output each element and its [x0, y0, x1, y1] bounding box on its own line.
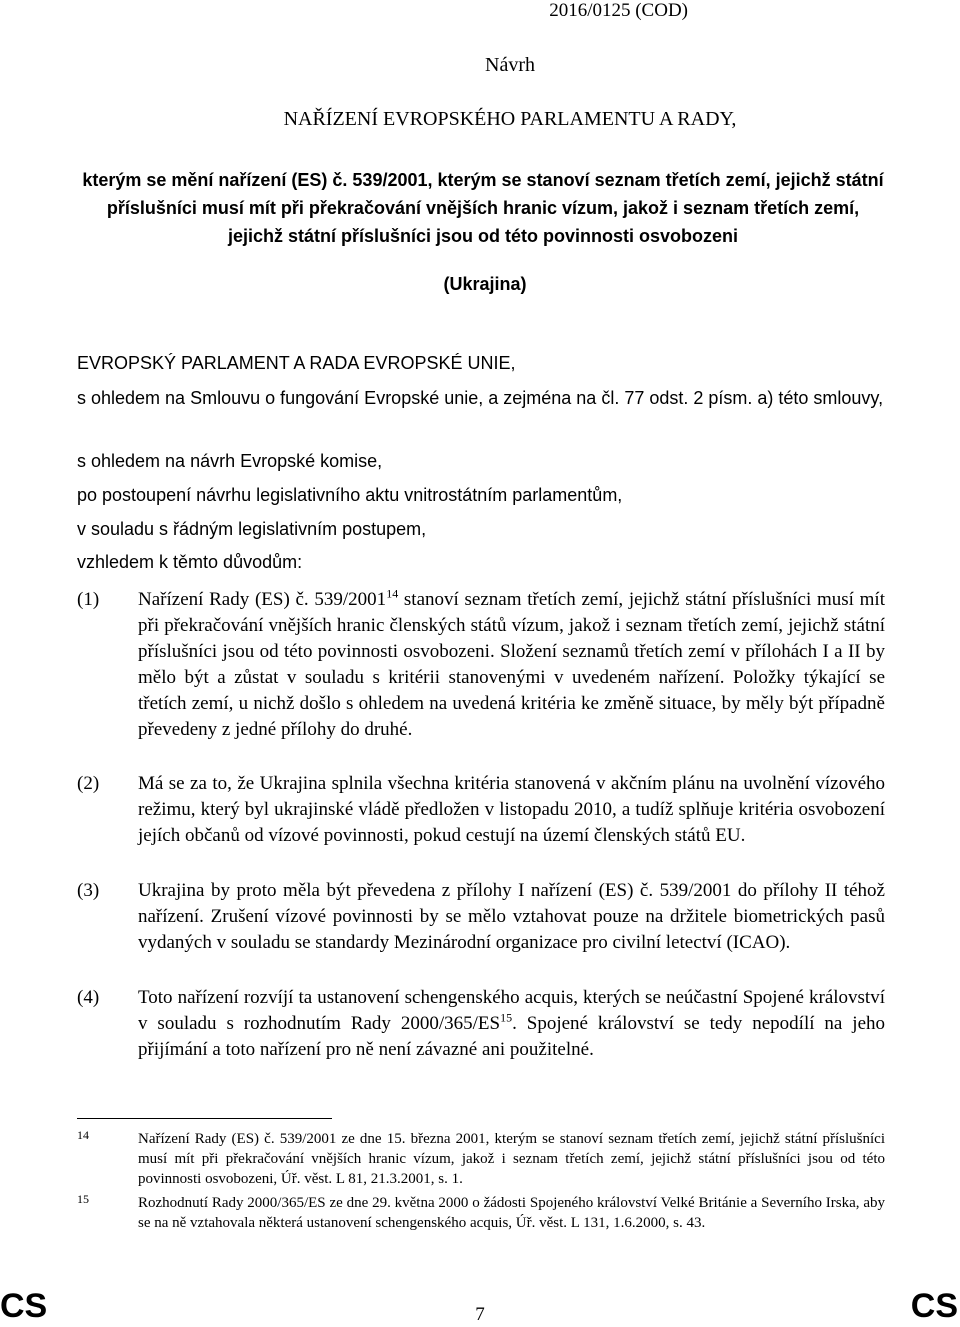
country-label: (Ukrajina): [443, 274, 527, 294]
footnote-number: 15: [77, 1192, 89, 1206]
footnote-14: [77, 1129, 885, 1189]
recital-number: (2): [77, 773, 100, 794]
recital-text: Ukrajina by proto měla být převedena z přílohy I nařízení (ES) č. 539/2001 do přílohy II téhož nařízení. Zrušení vízové povinnosti by se mělo vztahovat pouze na držitele biometrických pasů vydaných v souladu se standardy Mezinárodní organizace pro civilní letectví (ICAO).: [138, 880, 885, 953]
footnote-ref[interactable]: 14: [386, 586, 399, 601]
citation-4: v souladu s řádným legislativním postupem,: [77, 519, 427, 539]
recital-text: Nařízení Rady (ES) č. 539/2001: [138, 589, 387, 610]
page-number: 7: [475, 1304, 485, 1325]
recital-4: [77, 985, 885, 1063]
recital-text-cont: . Spojené království se tedy nepodílí na jeho přijímání a toto nařízení pro ně není závazné ani použitelné.: [138, 1013, 886, 1060]
recital-1: [77, 587, 885, 743]
recital-text-cont: stanoví seznam třetích zemí, jejichž státní příslušníci musí mít při překračování vnějších hranic členských států vízum, jakož i seznam třetích zemí, jejichž státní příslušníci jsou od této povinnosti osvobozeni. Složení seznamů třetích zemí v přílohách I a II by mělo být a zůstat v souladu s kritérii stanovenými v uvedeném nařízení. Položky týkající se třetích zemí, u nichž došlo s ohledem na uvedená kritéria ke změně situace, by měly být případně převedeny z jedné přílohy do druhé.: [138, 589, 885, 740]
document-title: NAŘÍZENÍ EVROPSKÉHO PARLAMENTU A RADY,: [283, 108, 737, 130]
recital-number: (1): [77, 589, 100, 610]
recital-number: (4): [77, 987, 100, 1008]
language-code-left: CS: [0, 1287, 48, 1325]
footnote-ref[interactable]: 15: [500, 1010, 513, 1025]
draft-label: Návrh: [485, 54, 535, 76]
citation-2: s ohledem na návrh Evropské komise,: [77, 451, 383, 471]
footnote-number: 14: [77, 1128, 89, 1142]
recital-number: (3): [77, 880, 100, 901]
footnote-text: Nařízení Rady (ES) č. 539/2001 ze dne 15. března 2001, kterým se stanoví seznam třetích zemí, jejichž státní příslušníci musí mít při překračování vnějších hranic vízum, jakož i seznam třetích zemí, jejichž státní příslušníci jsou od této povinnosti osvobozeni, Úř. věst. L 81, 21.3.2001, s. 1.: [138, 1131, 885, 1187]
recital-text: Toto nařízení rozvíjí ta ustanovení schengenského acquis, kterých se neúčastní Spojené království v souladu s rozhodnutím Rady 2000/365/ES: [138, 987, 885, 1034]
footnote-text: Rozhodnutí Rady 2000/365/ES ze dne 29. května 2000 o žádosti Spojeného království Velké Británie a Severního Irska, aby se na ně vztahovala některá ustanovení schengenského acquis, Úř. věst. L 131, 1.6.2000, s. 43.: [138, 1195, 885, 1231]
recital-2: [77, 771, 885, 849]
citation-1: s ohledem na Smlouvu o fungování Evropské unie, a zejména na čl. 77 odst. 2 písm. a) této smlouvy,: [77, 388, 884, 408]
footnote-15: [77, 1193, 885, 1233]
recital-text: Má se za to, že Ukrajina splnila všechna kritéria stanovená v akčním plánu na uvolnění vízového režimu, který byl ukrajinské vládě předložen v listopadu 2010, a tudíž splňuje kritéria osvobození jejích občanů od vízové povinnosti, pokud cestují na území členských států EU.: [138, 773, 885, 846]
citation-5: vzhledem k těmto důvodům:: [77, 552, 303, 572]
language-code-right: CS: [910, 1287, 958, 1325]
citation-3: po postoupení návrhu legislativního aktu vnitrostátním parlamentům,: [77, 485, 623, 505]
document-subtitle: kterým se mění nařízení (ES) č. 539/2001, kterým se stanoví seznam třetích zemí, jejichž státní příslušníci musí mít při překračování vnějších hranic vízum, jakož i seznam třetích zemí, jejichž státní příslušníci jsou od této povinnosti osvobozeni: [82, 170, 884, 246]
footnote-separator: [77, 1118, 332, 1119]
document-reference: 2016/0125 (COD): [549, 0, 688, 21]
recital-3: [77, 878, 885, 956]
institution-heading: EVROPSKÝ PARLAMENT A RADA EVROPSKÉ UNIE,: [77, 353, 516, 373]
